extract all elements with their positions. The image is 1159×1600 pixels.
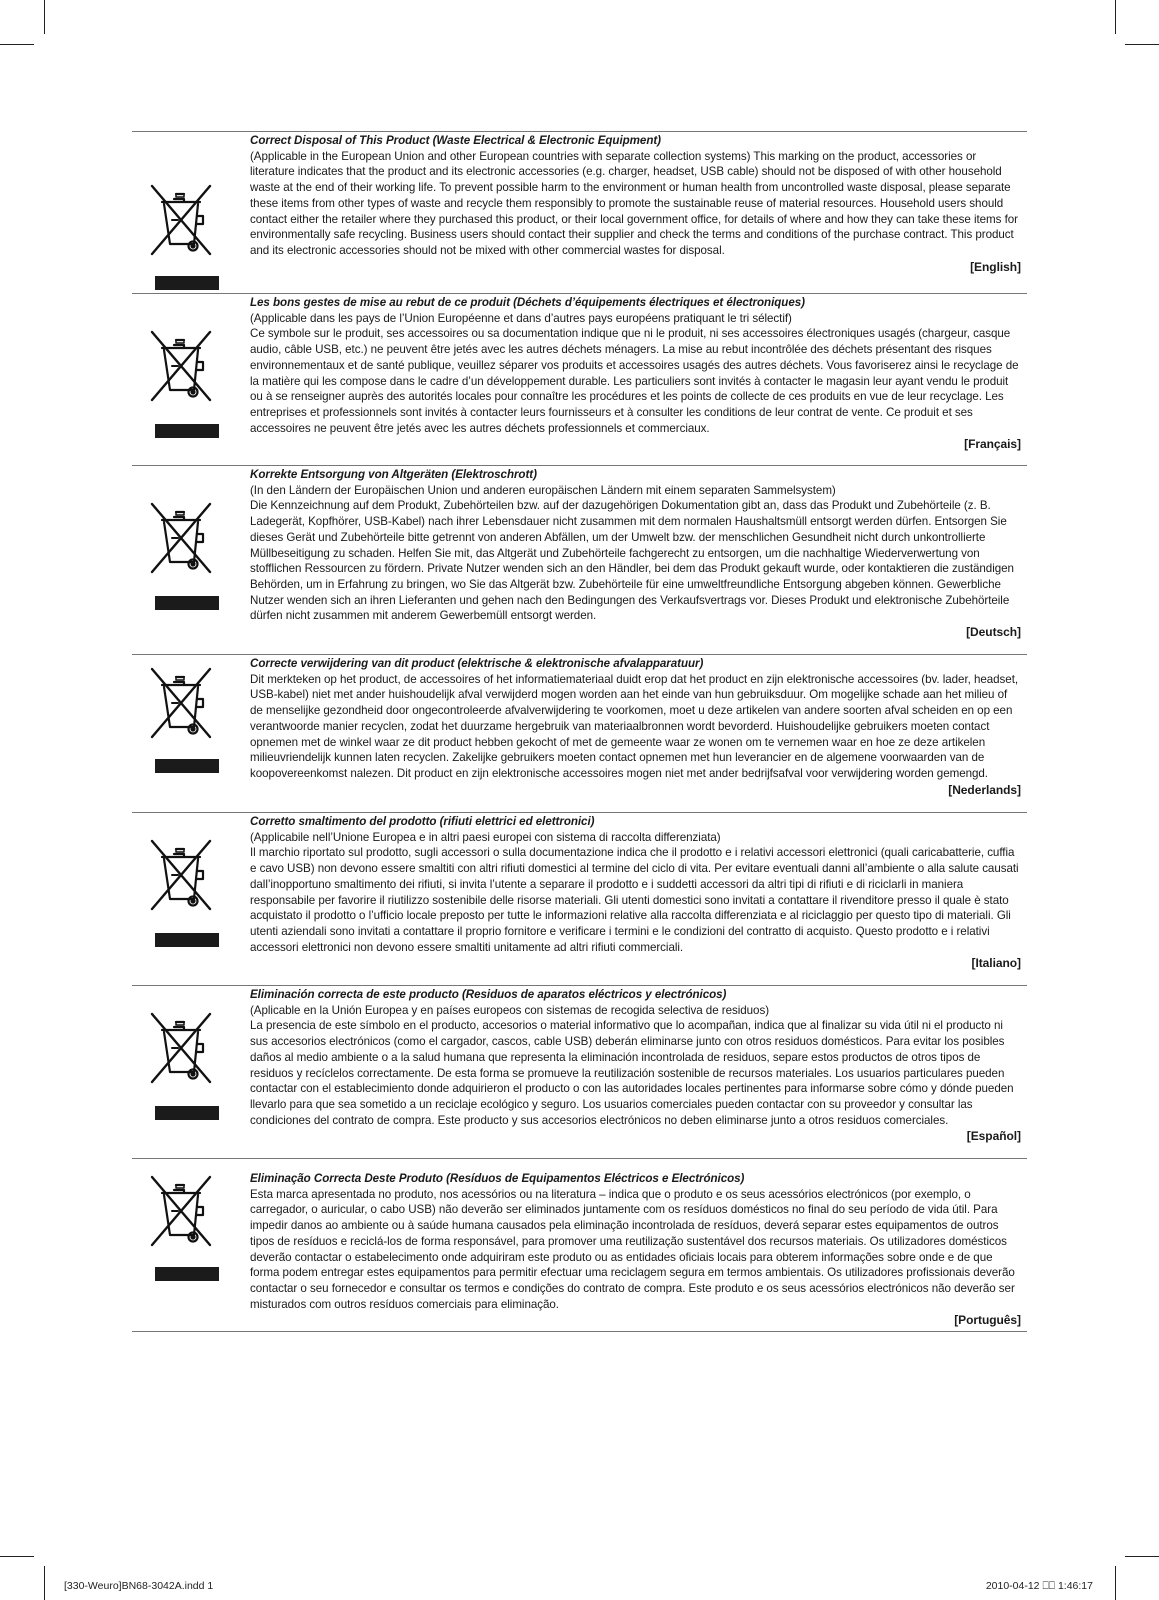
black-bar (155, 933, 219, 947)
crop-mark-top-left-v (44, 0, 45, 34)
language-label: [Italiano] (971, 956, 1021, 971)
section-subtitle: (Aplicable en la Unión Europea y en países europeos con sistemas de recogida selectiva de residuos) (250, 1003, 770, 1017)
black-bar (155, 1106, 219, 1120)
crossed-out-wheelie-bin-icon (148, 182, 214, 258)
section-text (250, 655, 1027, 812)
section-body: Dit merkteken op het product, de accessoires of het informatiemateriaal duidt erop dat het product en zijn elektronische accessoires (bv. lader, headset, USB-kabel) niet met ander huishoudelijk afval verwijderd mogen worden aan het einde van hun gebruiksduur. Om mogelijke schade aan het milieu of de menselijke gezondheid door ongecontroleerde afvalverwijdering te voorkomen, moet u deze artikelen van andere soorten afval scheiden en op een verantwoorde manier recyclen, zodat het duurzame hergebruik van materiaalbronnen wordt bevorderd. Huishoudelijke gebruikers moeten contact opnemen met de winkel waar ze dit product hebben gekocht of met de gemeente waar ze wonen om te vernemen waar en hoe ze deze artikelen milieuvriendelijk kunnen laten recyclen. Zakelijke gebruikers moeten contact opnemen met hun leverancier en de algemene voorwaarden van de koopovereenkomst nalezen. Dit product en zijn elektronische accessoires mogen niet met ander bedrijfsafval voor verwijdering worden gemengd. (250, 672, 1019, 780)
crossed-out-wheelie-bin-icon (148, 500, 214, 576)
section-french (132, 293, 1027, 465)
section-text (250, 132, 1027, 293)
language-label: [Español] (966, 1129, 1021, 1144)
crop-mark-bottom-right-h (1125, 1556, 1159, 1557)
section-body: Die Kennzeichnung auf dem Produkt, Zubehörteilen bzw. auf der dazugehörigen Dokumentation gibt an, dass das Produkt und Zubehörteile (z. B. Ladegerät, Kopfhörer, USB-Kabel) nach ihrer Lebensdauer nicht zusammen mit dem normalen Haushaltsmüll entsorgt werden dürfen. Entsorgen Sie dieses Gerät und Zubehörteile bitte getrennt von anderen Abfällen, um der Umwelt bzw. der menschlichen Gesundheit nicht durch unkontrollierte Müllbeseitigung zu schaden. Helfen Sie mit, das Altgerät und Zubehörteile fachgerecht zu entsorgen, um die nachhaltige Wiederverwertung von stofflichen Ressourcen zu fördern. Private Nutzer wenden sich an den Händler, bei dem das Produkt gekauft wurde, oder kontaktieren die zuständigen Behörden, um in Erfahrung zu bringen, wo Sie das Altgerät bzw. Zubehörteile für eine umweltfreundliche Entsorgung abgeben können. Gewerbliche Nutzer wenden sich an ihren Lieferanten und gehen nach den Bedingungen des Verkaufsvertrags vor. Dieses Produkt und elektronische Zubehörteile dürfen nicht zusammen mit anderem Gewerbemüll entsorgt werden. (250, 499, 1014, 623)
section-body: (Applicable in the European Union and other European countries with separate collection systems) This marking on the product, accessories or literature indicates that the product and its electronic accessories (e.g. charger, headset, USB cable) should not be disposed of with other household waste at the end of their working life. To prevent possible harm to the environment or human health from uncontrolled waste disposal, please separate these items from other types of waste and recycle them responsibly to promote the sustainable reuse of material resources. Household users should contact either the retailer where they purchased this product, or their local government office, for details of where and how they can take these items for environmentally safe recycling. Business users should contact their supplier and check the terms and conditions of the purchase contract. This product and its electronic accessories should not be mixed with other commercial wastes for disposal. (250, 149, 1018, 257)
crop-mark-top-left-h (0, 44, 34, 45)
section-title: Eliminação Correcta Deste Produto (Resíduos de Equipamentos Eléctricos e Electrónicos) (250, 1172, 745, 1185)
language-label: [Nederlands] (948, 782, 1021, 797)
icon-column (132, 1159, 250, 1331)
section-title: Correct Disposal of This Product (Waste Electrical & Electronic Equipment) (250, 134, 661, 147)
black-bar (155, 424, 219, 438)
section-text (250, 1159, 1027, 1331)
section-english (132, 131, 1027, 293)
crop-mark-top-right-v (1115, 0, 1116, 34)
language-label: [Français] (964, 437, 1021, 452)
section-body: Il marchio riportato sul prodotto, sugli accessori o sulla documentazione indica che il prodotto e i relativi accessori elettronici (quali caricabatterie, cuffia e cavo USB) non devono essere smaltiti con altri rifiuti domestici al termine del ciclo di vita. Per evitare eventuali danni all’ambiente o alla salute causati dall’inopportuno smaltimento dei rifiuti, si invita l’utente a separare il prodotto e i suddetti accessori da altri tipi di rifiuti e di riciclarli in maniera responsabile per favorire il riutilizzo sostenibile delle risorse materiali. Gli utenti domestici sono invitati a contattare il rivenditore presso il quale è stato acquistato il prodotto o l’ufficio locale preposto per tutte le informazioni relative alla raccolta differenziata e al riciclaggio per questo tipo di materiali. Gli utenti aziendali sono invitati a contattare il proprio fornitore e verificare i termini e le condizioni del contratto di acquisto. Questo prodotto e i relativi accessori elettronici non devono essere smaltiti unitamente ad altri rifiuti commerciali. (250, 846, 1019, 954)
section-body: Ce symbole sur le produit, ses accessoires ou sa documentation indique que ni le produit, ni ses accessoires électroniques usagés (chargeur, casque audio, câble USB, etc.) ne peuvent être jetés avec les autres déchets ménagers. La mise au rebut incontrôlée des déchets présentant des risques environnementaux et de santé publique, veuillez séparer vos produits et accessoires usagés des autres déchets. Vous favoriserez ainsi le recyclage de la matière qui les compose dans le cadre d’un développement durable. Les particuliers sont invités à contacter le magasin leur ayant vendu le produit ou à se renseigner auprès des autorités locales pour connaître les procédures et les points de collecte de ces produits en vue de leur recyclage. Les entreprises et professionnels sont invités à contacter leurs fournisseurs et à consulter les conditions de leur contrat de vente. Ce produit et ses accessoires ne peuvent être jetés avec les autres déchets professionnels et commerciaux. (250, 327, 1019, 435)
crossed-out-wheelie-bin-icon (148, 837, 214, 913)
icon-column (132, 132, 250, 293)
icon-column (132, 986, 250, 1158)
icon-column (132, 466, 250, 654)
section-text (250, 986, 1027, 1158)
crop-mark-bottom-left-h (0, 1556, 34, 1557)
section-body: La presencia de este símbolo en el producto, accesorios o material informativo que lo acompañan, indica que al finalizar su vida útil ni el producto ni sus accesorios electrónicos (como el cargador, cascos, cable USB) deberán eliminarse junto con otros residuos domésticos. Para evitar los posibles daños al medio ambiente o a la salud humana que representa la eliminación incontrolada de residuos, separe estos productos de otros tipos de residuos y recíclelos correctamente. De esta forma se promueve la reutilización sostenible de recursos materiales. Los usuarios particulares pueden contactar con el establecimiento donde adquirieron el producto o con las autoridades locales pertinentes para informarse sobre cómo y dónde pueden llevarlo para que sea sometido a un reciclaje ecológico y seguro. Los usuarios comerciales pueden contactar con su proveedor y consultar las condiciones del contrato de compra. Este producto y sus accesorios electrónicos no deben eliminarse junto a otros residuos comerciales. (250, 1019, 1014, 1127)
icon-column (132, 294, 250, 465)
black-bar (155, 759, 219, 773)
weee-disposal-sheet (132, 131, 1027, 1332)
section-subtitle: (Applicable dans les pays de l’Union Européenne et dans d’autres pays européens pratiquant le tri sélectif) (250, 311, 792, 325)
black-bar (155, 276, 219, 290)
section-text (250, 466, 1027, 654)
section-portuguese (132, 1158, 1027, 1332)
crop-mark-bottom-left-v (44, 1566, 45, 1600)
section-text (250, 294, 1027, 465)
section-spanish (132, 985, 1027, 1158)
icon-column (132, 813, 250, 985)
section-title: Correcte verwijdering van dit product (elektrische & elektronische afvalapparatuur) (250, 657, 704, 670)
language-label: [Deutsch] (966, 625, 1021, 640)
crossed-out-wheelie-bin-icon (148, 665, 214, 741)
language-label: [Português] (954, 1313, 1021, 1328)
section-title: Corretto smaltimento del prodotto (rifiuti elettrici ed elettronici) (250, 815, 595, 828)
footer-file-name: [330-Weuro]BN68-3042A.indd 1 (64, 1580, 214, 1592)
section-body: Esta marca apresentada no produto, nos acessórios ou na literatura – indica que o produto e os seus acessórios electrónicos (por exemplo, o carregador, o auricular, o cabo USB) não deverão ser eliminados juntamente com os resíduos domésticos no final do seu período de vida útil. Para impedir danos ao ambiente ou à saúde humana causados pela eliminação incontrolada de resíduos, deverá separar estes equipamentos de outros tipos de resíduos e reciclá-los de forma responsável, para promover uma reutilização sustentável dos recursos materiais. Os utilizadores domésticos deverão contactar o estabelecimento onde adquiriram este produto ou as entidades oficiais locais para obterem informações sobre onde e de que forma podem entregar estes equipamentos para permitir efectuar uma reciclagem segura em termos ambientais. Os utilizadores profissionais deverão contactar o seu fornecedor e consultar os termos e condições do contrato de compra. Este produto e os seus acessórios electrónicos não deverão ser misturados com outros resíduos comerciais para eliminação. (250, 1187, 1015, 1311)
section-title: Eliminación correcta de este producto (Residuos de aparatos eléctricos y electrónicos) (250, 988, 727, 1001)
icon-column (132, 655, 250, 812)
section-title: Korrekte Entsorgung von Altgeräten (Elektroschrott) (250, 468, 537, 481)
language-label: [English] (970, 259, 1021, 274)
crossed-out-wheelie-bin-icon (148, 328, 214, 404)
black-bar (155, 596, 219, 610)
section-subtitle: (In den Ländern der Europäischen Union und anderen europäischen Ländern mit einem separaten Sammelsystem) (250, 483, 836, 497)
section-german (132, 465, 1027, 654)
crossed-out-wheelie-bin-icon (148, 1010, 214, 1086)
section-title: Les bons gestes de mise au rebut de ce produit (Déchets d’équipements électriques et électroniques) (250, 296, 805, 309)
section-subtitle: (Applicabile nell’Unione Europea e in altri paesi europei con sistema di raccolta differenziata) (250, 830, 721, 844)
crop-mark-top-right-h (1125, 44, 1159, 45)
section-dutch (132, 654, 1027, 812)
section-text (250, 813, 1027, 985)
crop-mark-bottom-right-v (1115, 1566, 1116, 1600)
footer-datetime: 2010-04-12 ⎕⎕ 1:46:17 (985, 1580, 1093, 1592)
section-italian (132, 812, 1027, 985)
black-bar (155, 1267, 219, 1281)
crossed-out-wheelie-bin-icon (148, 1173, 214, 1249)
